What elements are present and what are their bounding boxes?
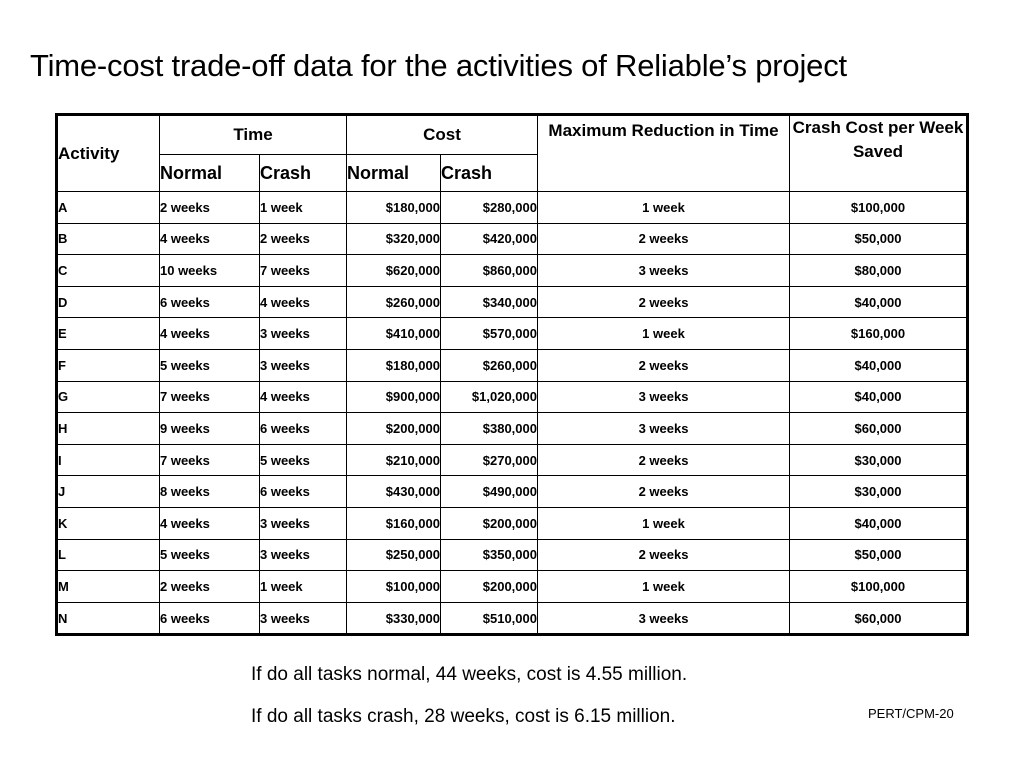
header-cost-normal: Normal — [347, 155, 441, 192]
time-cost-table — [55, 113, 969, 636]
cell-cost-normal: $180,000 — [347, 192, 441, 224]
cell-crash-cost: $40,000 — [790, 381, 968, 413]
cell-max-reduction: 1 week — [538, 318, 790, 350]
table-row — [57, 476, 968, 508]
cell-activity: J — [57, 476, 160, 508]
cell-crash-cost: $30,000 — [790, 476, 968, 508]
cell-cost-crash: $490,000 — [441, 476, 538, 508]
cell-max-reduction: 1 week — [538, 507, 790, 539]
cell-cost-normal: $200,000 — [347, 413, 441, 445]
header-activity: Activity — [57, 115, 160, 192]
cell-max-reduction: 3 weeks — [538, 255, 790, 287]
cell-crash-cost: $50,000 — [790, 223, 968, 255]
cell-time-normal: 10 weeks — [160, 255, 260, 287]
cell-cost-crash: $570,000 — [441, 318, 538, 350]
cell-max-reduction: 2 weeks — [538, 223, 790, 255]
cell-crash-cost: $30,000 — [790, 444, 968, 476]
table-row — [57, 192, 968, 224]
cell-cost-normal: $180,000 — [347, 349, 441, 381]
cell-max-reduction: 2 weeks — [538, 539, 790, 571]
cell-activity: A — [57, 192, 160, 224]
cell-activity: G — [57, 381, 160, 413]
cell-cost-normal: $410,000 — [347, 318, 441, 350]
table-row — [57, 223, 968, 255]
cell-crash-cost: $80,000 — [790, 255, 968, 287]
cell-max-reduction: 2 weeks — [538, 444, 790, 476]
cell-cost-crash: $1,020,000 — [441, 381, 538, 413]
cell-max-reduction: 2 weeks — [538, 476, 790, 508]
cell-time-crash: 3 weeks — [260, 507, 347, 539]
cell-time-normal: 6 weeks — [160, 602, 260, 635]
table-row — [57, 444, 968, 476]
cell-cost-normal: $320,000 — [347, 223, 441, 255]
cell-time-normal: 4 weeks — [160, 318, 260, 350]
cell-activity: K — [57, 507, 160, 539]
cell-cost-normal: $210,000 — [347, 444, 441, 476]
cell-time-normal: 4 weeks — [160, 507, 260, 539]
header-cost: Cost — [347, 115, 538, 155]
table-body — [57, 192, 968, 635]
cell-time-normal: 4 weeks — [160, 223, 260, 255]
cell-max-reduction: 1 week — [538, 571, 790, 603]
cell-time-normal: 6 weeks — [160, 286, 260, 318]
cell-max-reduction: 1 week — [538, 192, 790, 224]
table-row — [57, 318, 968, 350]
cell-time-normal: 2 weeks — [160, 192, 260, 224]
cell-cost-crash: $380,000 — [441, 413, 538, 445]
cell-activity: E — [57, 318, 160, 350]
cell-cost-normal: $250,000 — [347, 539, 441, 571]
table-row — [57, 507, 968, 539]
header-time-crash: Crash — [260, 155, 347, 192]
header-time: Time — [160, 115, 347, 155]
cell-crash-cost: $40,000 — [790, 507, 968, 539]
cell-time-crash: 2 weeks — [260, 223, 347, 255]
cell-activity: H — [57, 413, 160, 445]
cell-crash-cost: $50,000 — [790, 539, 968, 571]
cell-cost-normal: $620,000 — [347, 255, 441, 287]
cell-time-normal: 9 weeks — [160, 413, 260, 445]
cell-crash-cost: $100,000 — [790, 192, 968, 224]
cell-crash-cost: $100,000 — [790, 571, 968, 603]
page-title: Time-cost trade-off data for the activities of Reliable’s project — [30, 48, 847, 83]
cell-activity: L — [57, 539, 160, 571]
cell-crash-cost: $60,000 — [790, 413, 968, 445]
cell-time-normal: 8 weeks — [160, 476, 260, 508]
cell-cost-crash: $260,000 — [441, 349, 538, 381]
cell-cost-crash: $280,000 — [441, 192, 538, 224]
cell-cost-crash: $200,000 — [441, 571, 538, 603]
cell-max-reduction: 2 weeks — [538, 349, 790, 381]
table-row — [57, 286, 968, 318]
cell-time-crash: 5 weeks — [260, 444, 347, 476]
cell-cost-normal: $100,000 — [347, 571, 441, 603]
note-crash: If do all tasks crash, 28 weeks, cost is 6.15 million. — [251, 706, 676, 727]
table-row — [57, 539, 968, 571]
cell-time-crash: 1 week — [260, 571, 347, 603]
table-row — [57, 413, 968, 445]
header-max-reduction: Maximum Reduction in Time — [538, 115, 790, 192]
header-time-normal: Normal — [160, 155, 260, 192]
cell-activity: D — [57, 286, 160, 318]
cell-activity: B — [57, 223, 160, 255]
cell-cost-crash: $270,000 — [441, 444, 538, 476]
cell-cost-normal: $330,000 — [347, 602, 441, 635]
slide-number: PERT/CPM-20 — [868, 706, 954, 721]
cell-activity: C — [57, 255, 160, 287]
cell-activity: F — [57, 349, 160, 381]
cell-time-crash: 3 weeks — [260, 602, 347, 635]
cell-cost-normal: $900,000 — [347, 381, 441, 413]
cell-max-reduction: 3 weeks — [538, 413, 790, 445]
header-crash-cost: Crash Cost per Week Saved — [790, 115, 968, 192]
cell-time-normal: 7 weeks — [160, 381, 260, 413]
cell-activity: N — [57, 602, 160, 635]
cell-time-crash: 4 weeks — [260, 381, 347, 413]
cell-activity: I — [57, 444, 160, 476]
cell-time-crash: 3 weeks — [260, 539, 347, 571]
cell-crash-cost: $40,000 — [790, 349, 968, 381]
table-row — [57, 381, 968, 413]
cell-cost-crash: $860,000 — [441, 255, 538, 287]
cell-time-crash: 6 weeks — [260, 413, 347, 445]
table-row — [57, 571, 968, 603]
table-row — [57, 255, 968, 287]
cell-time-normal: 5 weeks — [160, 539, 260, 571]
cell-time-crash: 3 weeks — [260, 318, 347, 350]
cell-crash-cost: $60,000 — [790, 602, 968, 635]
cell-cost-crash: $200,000 — [441, 507, 538, 539]
cell-cost-normal: $260,000 — [347, 286, 441, 318]
cell-cost-crash: $340,000 — [441, 286, 538, 318]
cell-time-crash: 6 weeks — [260, 476, 347, 508]
cell-cost-crash: $420,000 — [441, 223, 538, 255]
cell-time-crash: 7 weeks — [260, 255, 347, 287]
cell-max-reduction: 3 weeks — [538, 602, 790, 635]
cell-time-normal: 2 weeks — [160, 571, 260, 603]
cell-time-normal: 5 weeks — [160, 349, 260, 381]
cell-activity: M — [57, 571, 160, 603]
header-cost-crash: Crash — [441, 155, 538, 192]
cell-crash-cost: $40,000 — [790, 286, 968, 318]
cell-cost-crash: $510,000 — [441, 602, 538, 635]
cell-max-reduction: 2 weeks — [538, 286, 790, 318]
cell-cost-normal: $160,000 — [347, 507, 441, 539]
cell-time-normal: 7 weeks — [160, 444, 260, 476]
cell-time-crash: 3 weeks — [260, 349, 347, 381]
cell-crash-cost: $160,000 — [790, 318, 968, 350]
cell-time-crash: 1 week — [260, 192, 347, 224]
note-normal: If do all tasks normal, 44 weeks, cost is 4.55 million. — [251, 664, 688, 685]
header-row-groups — [57, 115, 968, 155]
cell-cost-crash: $350,000 — [441, 539, 538, 571]
cell-cost-normal: $430,000 — [347, 476, 441, 508]
table-row — [57, 602, 968, 635]
table-row — [57, 349, 968, 381]
cell-time-crash: 4 weeks — [260, 286, 347, 318]
cell-max-reduction: 3 weeks — [538, 381, 790, 413]
